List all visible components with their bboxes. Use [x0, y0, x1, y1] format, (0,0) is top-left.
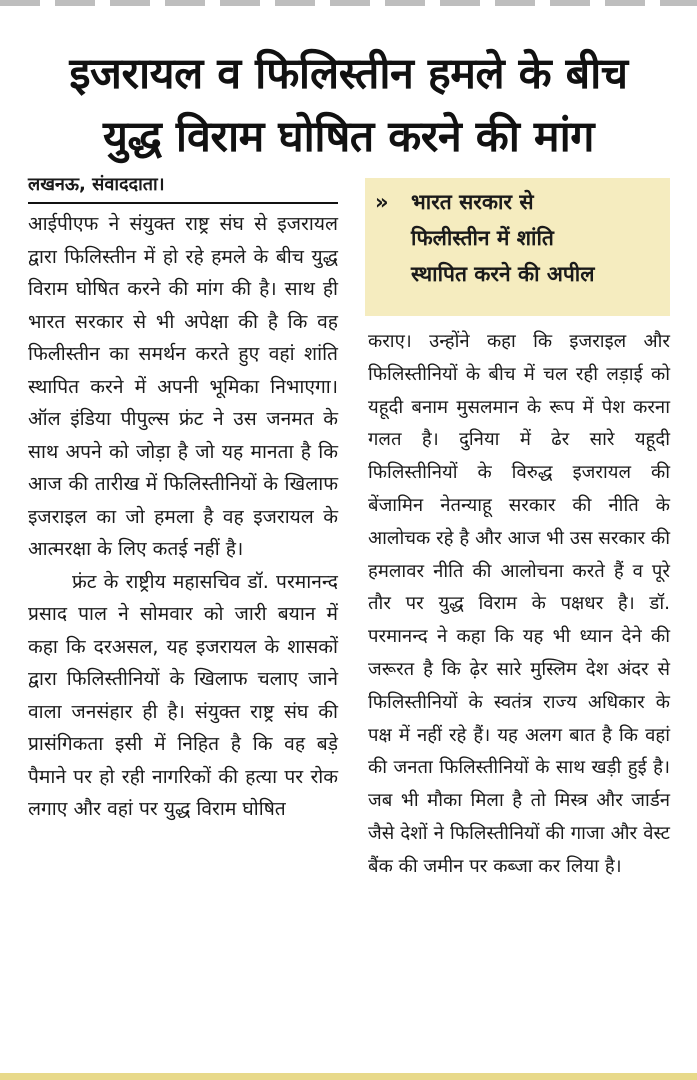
headline-line-1: इजरायल व फिलिस्तीन हमले के बीच: [69, 48, 628, 99]
left-column: [28, 170, 338, 826]
body-paragraph-2: फ्रंट के राष्ट्रीय महासचिव डॉ. परमानन्द प्रसाद पाल ने सोमवार को जारी बयान में कहा कि दरअसल, यह इजरायल के शासकों द्वारा फिलिस्तीनियों के खिलाफ चलाए जाने वाला जनसंहार ही है। संयुक्त राष्ट्र संघ की प्रासंगिकता इसी में निहित है कि वह बड़े पैमाने पर हो रही नागरिकों की हत्या पर रोक लगाए और वहां पर युद्ध विराम घोषित: [28, 569, 338, 820]
dateline: लखनऊ, संवाददाता।: [28, 170, 338, 204]
headline: [8, 43, 689, 169]
body-paragraph-1: आईपीएफ ने संयुक्त राष्ट्र संघ से इजरायल द्वारा फिलिस्तीन में हो रहे हमले के बीच युद्ध विराम घोषित करने की मांग की है। साथ ही भारत सरकार से भी अपेक्षा की है कि वह फिलीस्तीन का समर्थन करते हुए वहां शांति स्थापित करने में अपनी भूमिका निभाएगा। ऑल इंडिया पीपुल्स फ्रंट ने उस जनमत के साथ अपने को जोड़ा है जो यह मानता है कि आज की तारीख में फिलिस्तीनियों के खिलाफ इजराइल का जो हमला है वह इजरायल के आत्मरक्षा के लिए कतई नहीं है।: [28, 212, 338, 560]
body-paragraph-3: कराए। उन्होंने कहा कि इजराइल और फिलिस्तीनियों के बीच में चल रही लड़ाई को यहूदी बनाम मुसलमान के रूप में पेश करना गलत है। दुनिया में ढेर सारे यहूदी फिलिस्तीनियों के विरुद्ध इजरायल की बेंजामिन नेतन्याहू सरकार की नीति के आलोचक रहे है और आज भी उस सरकार की हमलावर नीति की आलोचना करते हैं व पूरे तौर पर युद्ध विराम के पक्षधर है। डॉ. परमानन्द ने कहा कि यह भी ध्यान देने की जरूरत है कि ढ़ेर सारे मुस्लिम देश अंदर से फिलिस्तीनियों के स्वतंत्र राज्य अधिकार के पक्ष में नहीं रहे हैं। यह अलग बात है कि वहां की जनता फिलिस्तीनियों के साथ खड़ी हुई है। जब भी मौका मिला है तो मिस्त्र और जार्डन जैसे देशों ने फिलिस्तीनियों की गाजा और वेस्ट बैंक की जमीन पर कब्जा कर लिया है।: [368, 331, 670, 877]
bottom-edge: [0, 1073, 697, 1080]
pull-quote-box: [365, 178, 670, 316]
headline-line-2: युद्ध विराम घोषित करने की मांग: [103, 111, 594, 162]
pull-quote-text: भारत सरकार से फिलीस्तीन में शांति स्थापित करने की अपील: [411, 190, 595, 286]
top-crop-edge: [0, 0, 697, 6]
double-chevron-icon: »: [375, 190, 389, 214]
right-column: [368, 326, 670, 884]
